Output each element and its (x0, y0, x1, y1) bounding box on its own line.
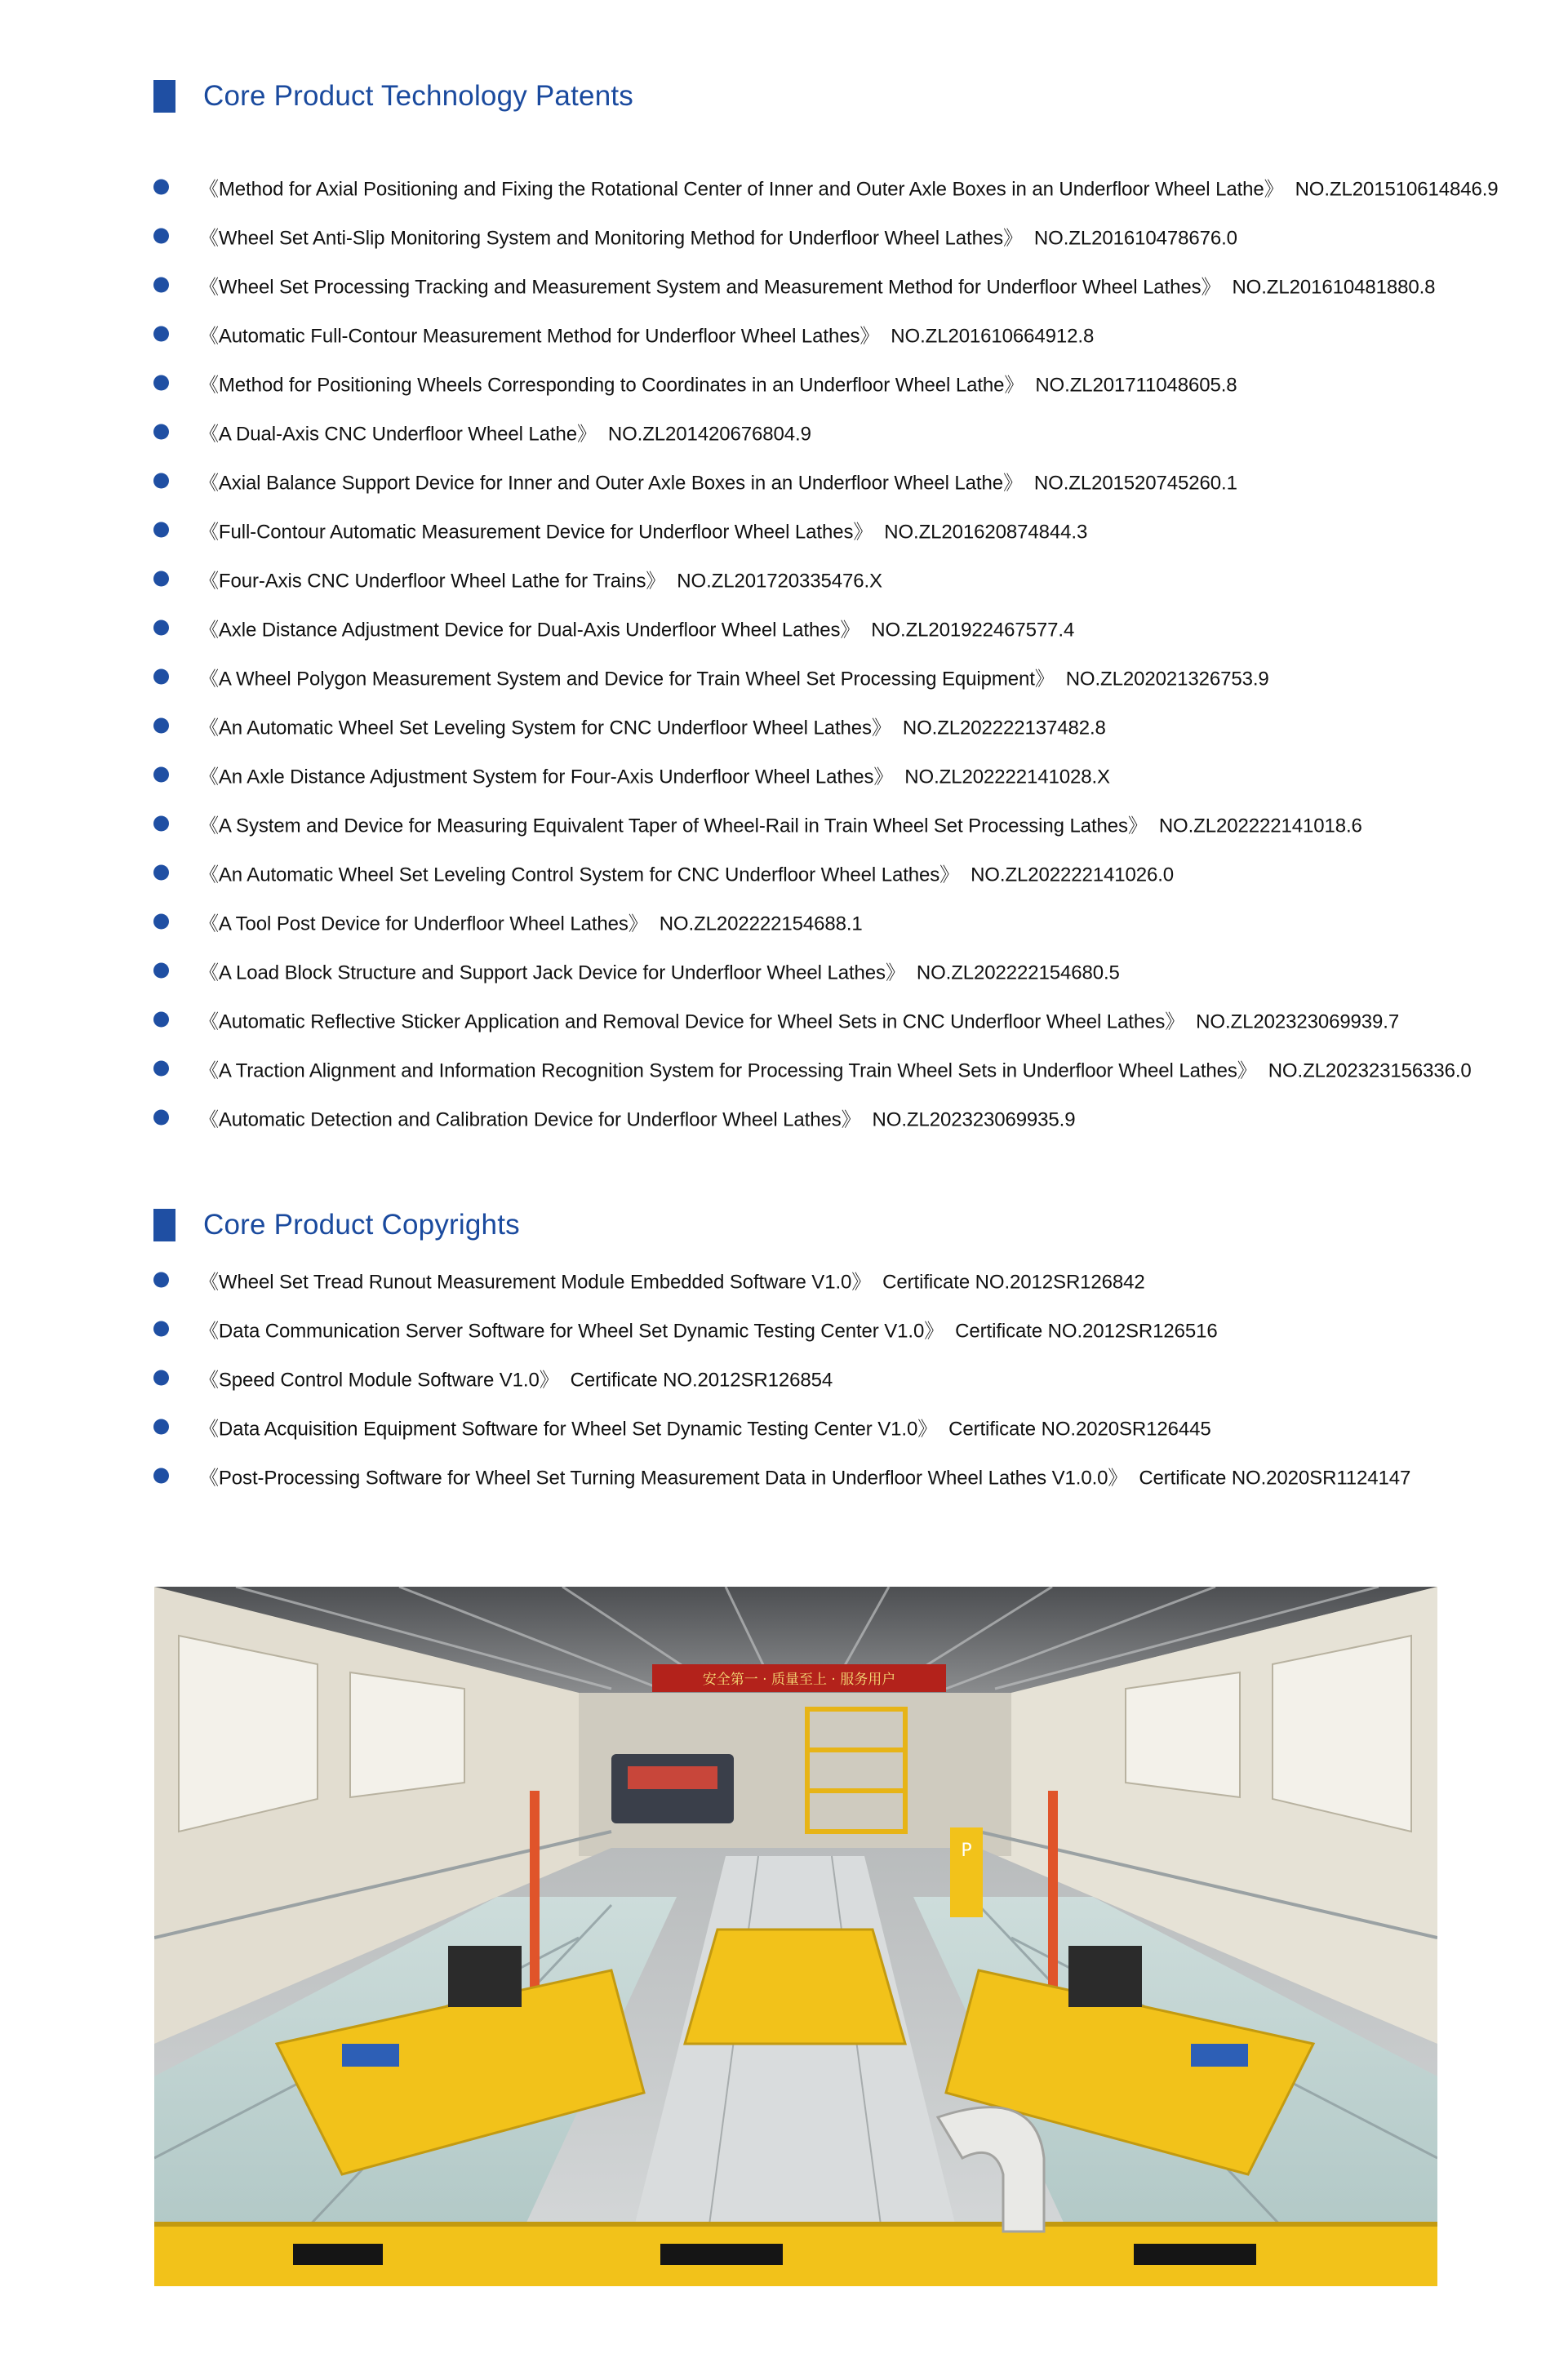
patent-title: 《Full-Contour Automatic Measurement Device for Underfloor Wheel Lathes》 (199, 521, 873, 544)
patent-item (0, 456, 1568, 505)
patent-item-text (199, 957, 1120, 985)
patent-title: 《Automatic Full-Contour Measurement Method for Underfloor Wheel Lathes》 (199, 325, 880, 348)
patent-number: NO.ZL202323069939.7 (1196, 1010, 1400, 1033)
heading-marker-icon (153, 80, 175, 113)
copyright-number: Certificate NO.2012SR126842 (882, 1271, 1145, 1294)
patent-number: NO.ZL201610664912.8 (891, 325, 1095, 348)
patent-item-text (199, 614, 1074, 642)
patents-heading-text: Core Product Technology Patents (203, 80, 633, 112)
patent-item (0, 554, 1568, 603)
patent-title: 《An Automatic Wheel Set Leveling System for CNC Underfloor Wheel Lathes》 (199, 717, 891, 739)
patent-title: 《An Automatic Wheel Set Leveling Control System for CNC Underfloor Wheel Lathes》 (199, 864, 960, 886)
bullet-icon (153, 1370, 169, 1386)
bullet-icon (153, 914, 169, 930)
patent-number: NO.ZL202323156336.0 (1268, 1059, 1472, 1082)
patent-title: 《A System and Device for Measuring Equivalent Taper of Wheel-Rail in Train Wheel Set Processing Lathes》 (199, 815, 1148, 837)
bullet-icon (153, 963, 169, 979)
patents-heading (153, 78, 633, 114)
patent-title: 《A Wheel Polygon Measurement System and Device for Train Wheel Set Processing Equipment》 (199, 668, 1055, 691)
patent-title: 《An Axle Distance Adjustment System for Four-Axis Underfloor Wheel Lathes》 (199, 766, 894, 788)
patent-item-text (199, 1055, 1472, 1083)
patent-number: NO.ZL202222141028.X (904, 766, 1110, 788)
patent-item (0, 260, 1568, 309)
patent-item (0, 162, 1568, 211)
patent-item-text (199, 369, 1237, 397)
patent-number: NO.ZL202222137482.8 (902, 717, 1106, 739)
patent-item (0, 995, 1568, 1044)
bullet-icon (153, 1468, 169, 1484)
copyright-title: 《Post-Processing Software for Wheel Set Turning Measurement Data in Underfloor Wheel Lathes V1.0.0》 (199, 1467, 1128, 1490)
patent-item-text (199, 1006, 1399, 1034)
bullet-icon (153, 1012, 169, 1028)
patent-item-text (199, 222, 1237, 251)
patent-number: NO.ZL202323069935.9 (872, 1108, 1076, 1131)
copyright-item (0, 1255, 1568, 1304)
patent-title: 《Wheel Set Anti-Slip Monitoring System and Monitoring Method for Underfloor Wheel Lathes》 (199, 227, 1023, 250)
patent-item (0, 358, 1568, 407)
patent-item (0, 603, 1568, 652)
bullet-icon (153, 522, 169, 538)
copyrights-heading-text: Core Product Copyrights (203, 1209, 520, 1241)
patent-number: NO.ZL201610478676.0 (1033, 227, 1237, 250)
patent-title: 《Automatic Detection and Calibration Device for Underfloor Wheel Lathes》 (199, 1108, 861, 1131)
patent-title: 《Automatic Reflective Sticker Application and Removal Device for Wheel Sets in CNC Underfloor Wheel Lathes》 (199, 1010, 1185, 1033)
patent-number: NO.ZL202222141018.6 (1158, 815, 1362, 837)
patent-item (0, 505, 1568, 554)
patent-title: 《Axle Distance Adjustment Device for Dual-Axis Underfloor Wheel Lathes》 (199, 619, 860, 642)
patent-number: NO.ZL202021326753.9 (1065, 668, 1269, 691)
copyright-item (0, 1304, 1568, 1353)
workshop-photo (154, 1587, 1437, 2286)
patent-title: 《Axial Balance Support Device for Inner and Outer Axle Boxes in an Underfloor Wheel Lathe》 (199, 472, 1023, 495)
patent-title: 《A Dual-Axis CNC Underfloor Wheel Lathe》 (199, 423, 597, 446)
copyright-item (0, 1353, 1568, 1402)
patent-item-text (199, 663, 1269, 691)
patent-item-text (199, 418, 811, 446)
patent-number: NO.ZL201520745260.1 (1033, 472, 1237, 495)
copyright-title: 《Wheel Set Tread Runout Measurement Module Embedded Software V1.0》 (199, 1271, 872, 1294)
photo-gate-letter: P (961, 1841, 972, 1861)
copyright-number: Certificate NO.2020SR1124147 (1139, 1467, 1411, 1490)
patent-number: NO.ZL201711048605.8 (1035, 374, 1237, 397)
patent-number: NO.ZL201922467577.4 (871, 619, 1075, 642)
patent-item (0, 211, 1568, 260)
patent-title: 《Method for Positioning Wheels Corresponding to Coordinates in an Underfloor Wheel Lathe》 (199, 374, 1024, 397)
copyright-list (0, 1255, 1568, 1500)
patent-number: NO.ZL201610481880.8 (1232, 276, 1436, 299)
patent-item (0, 701, 1568, 750)
patent-list (0, 162, 1568, 1142)
bullet-icon (153, 424, 169, 440)
patent-number: NO.ZL202222141026.0 (971, 864, 1175, 886)
patent-item-text (199, 810, 1362, 838)
patent-item (0, 946, 1568, 995)
patent-item-text (199, 859, 1174, 887)
patent-title: 《Wheel Set Processing Tracking and Measurement System and Measurement Method for Underfloor Wheel Lathes》 (199, 276, 1221, 299)
bullet-icon (153, 718, 169, 734)
copyright-item-text (199, 1462, 1410, 1490)
patent-item-text (199, 908, 863, 936)
patent-item (0, 309, 1568, 358)
patent-item (0, 848, 1568, 897)
copyright-item-text (199, 1315, 1218, 1343)
copyright-number: Certificate NO.2012SR126516 (955, 1320, 1218, 1343)
patent-item-text (199, 467, 1237, 495)
bullet-icon (153, 767, 169, 783)
patent-number: NO.ZL202222154688.1 (659, 913, 863, 935)
photo-sign-text: 安全第一 · 质量至上 · 服务用户 (702, 1672, 896, 1688)
patent-item-text (199, 320, 1094, 349)
copyright-title: 《Data Communication Server Software for Wheel Set Dynamic Testing Center V1.0》 (199, 1320, 944, 1343)
copyright-number: Certificate NO.2020SR126445 (948, 1418, 1211, 1441)
bullet-icon (153, 1272, 169, 1288)
patent-title: 《A Load Block Structure and Support Jack Device for Underfloor Wheel Lathes》 (199, 961, 905, 984)
patent-number: NO.ZL202222154680.5 (916, 961, 1120, 984)
bullet-icon (153, 278, 169, 293)
bullet-icon (153, 375, 169, 391)
bullet-icon (153, 620, 169, 636)
bullet-icon (153, 180, 169, 195)
patent-item-text (199, 761, 1110, 789)
bullet-icon (153, 571, 169, 587)
copyright-item-text (199, 1413, 1211, 1441)
copyright-number: Certificate NO.2012SR126854 (570, 1369, 833, 1392)
patent-item (0, 1093, 1568, 1142)
bullet-icon (153, 1061, 169, 1077)
patent-item-text (199, 1104, 1076, 1132)
patent-item-text (199, 173, 1499, 202)
bullet-icon (153, 865, 169, 881)
copyright-item (0, 1451, 1568, 1500)
patent-item (0, 897, 1568, 946)
bullet-icon (153, 1110, 169, 1126)
copyright-item (0, 1402, 1568, 1451)
patent-title: 《A Tool Post Device for Underfloor Wheel Lathes》 (199, 913, 648, 935)
bullet-icon (153, 229, 169, 244)
bullet-icon (153, 1321, 169, 1337)
patent-item-text (199, 516, 1087, 544)
patent-item (0, 652, 1568, 701)
copyrights-heading (153, 1207, 520, 1243)
bullet-icon (153, 669, 169, 685)
patent-item-text (199, 271, 1435, 300)
bullet-icon (153, 473, 169, 489)
copyright-item-text (199, 1266, 1145, 1295)
copyright-item-text (199, 1364, 833, 1392)
patent-title: 《A Traction Alignment and Information Recognition System for Processing Train Wheel Sets in Underfloor Wheel Lathes》 (199, 1059, 1257, 1082)
patent-item (0, 407, 1568, 456)
patent-number: NO.ZL201620874844.3 (884, 521, 1088, 544)
patent-number: NO.ZL201510614846.9 (1295, 178, 1499, 201)
bullet-icon (153, 1419, 169, 1435)
patent-title: 《Four-Axis CNC Underfloor Wheel Lathe for Trains》 (199, 570, 666, 593)
copyright-title: 《Speed Control Module Software V1.0》 (199, 1369, 559, 1392)
patent-item-text (199, 712, 1106, 740)
copyright-title: 《Data Acquisition Equipment Software for Wheel Set Dynamic Testing Center V1.0》 (199, 1418, 938, 1441)
patent-number: NO.ZL201420676804.9 (607, 423, 811, 446)
patent-title: 《Method for Axial Positioning and Fixing the Rotational Center of Inner and Outer Axle Boxes in an Underfloor Wheel Lathe》 (199, 178, 1284, 201)
patent-item (0, 1044, 1568, 1093)
patent-item (0, 750, 1568, 799)
patent-item-text (199, 565, 882, 593)
heading-marker-icon (153, 1209, 175, 1241)
patent-item (0, 799, 1568, 848)
bullet-icon (153, 816, 169, 832)
patent-number: NO.ZL201720335476.X (677, 570, 882, 593)
bullet-icon (153, 326, 169, 342)
